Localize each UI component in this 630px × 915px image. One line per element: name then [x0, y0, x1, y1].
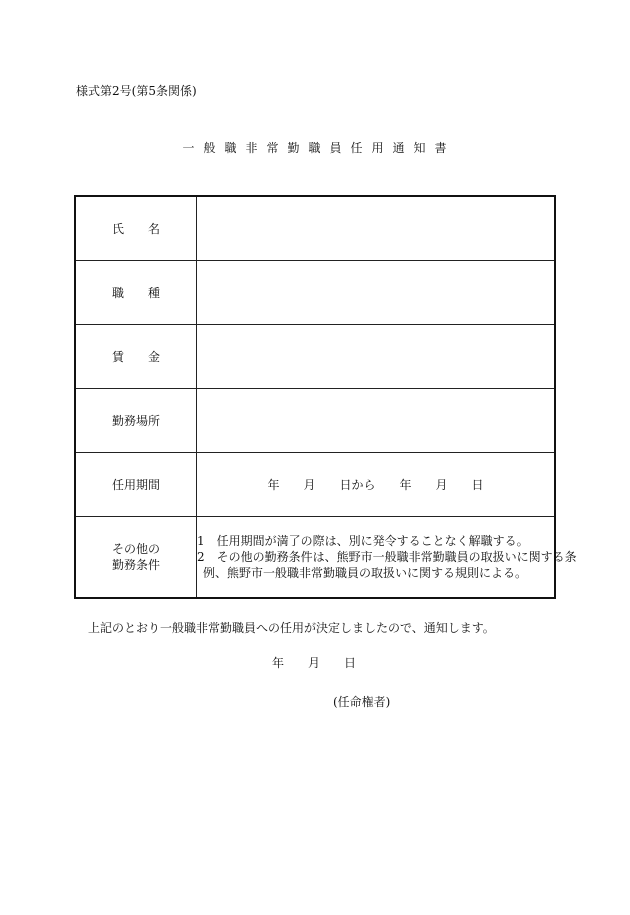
form-reference: 様式第2号(第5条関係)	[76, 84, 197, 98]
appointment-form-table	[74, 195, 577, 599]
conditions-label-line2: 勤務条件	[111, 557, 160, 572]
notice-text: 上記のとおり一般職非常勤職員への任用が決定しましたので、通知します。	[88, 621, 495, 635]
job-type-label: 職種	[75, 260, 197, 324]
condition-item-1: 1 任用期間が満了の際は、別に発令することなく解職する。	[197, 533, 529, 548]
conditions-label	[75, 516, 197, 598]
workplace-label: 勤務場所	[75, 388, 197, 452]
table-row-period	[75, 452, 555, 516]
conditions-field	[197, 516, 577, 598]
condition-item-2-line1: 2 その他の勤務条件は、熊野市一般職非常勤職員の取扱いに関する条	[197, 549, 577, 564]
table-row-name	[75, 196, 555, 260]
period-label: 任用期間	[75, 452, 197, 516]
appointer-label: (任命権者)	[333, 695, 391, 709]
table-row-conditions	[75, 516, 555, 598]
wage-field	[197, 324, 556, 388]
wage-label: 賃金	[75, 324, 197, 388]
document-title: 一般職非常勤職員任用通知書	[182, 141, 456, 155]
period-field: 年 月 日から 年 月 日	[197, 452, 556, 516]
date-line: 年 月 日	[272, 656, 357, 670]
workplace-field	[197, 388, 556, 452]
table-row-workplace	[75, 388, 555, 452]
name-label: 氏名	[75, 196, 197, 260]
table-row-wage	[75, 324, 555, 388]
job-type-field	[197, 260, 556, 324]
table-row-job-type	[75, 260, 555, 324]
conditions-label-line1: その他の	[111, 541, 160, 556]
name-field	[197, 196, 556, 260]
condition-item-2-line2: 例、熊野市一般職非常勤職員の取扱いに関する規則による。	[203, 565, 528, 580]
